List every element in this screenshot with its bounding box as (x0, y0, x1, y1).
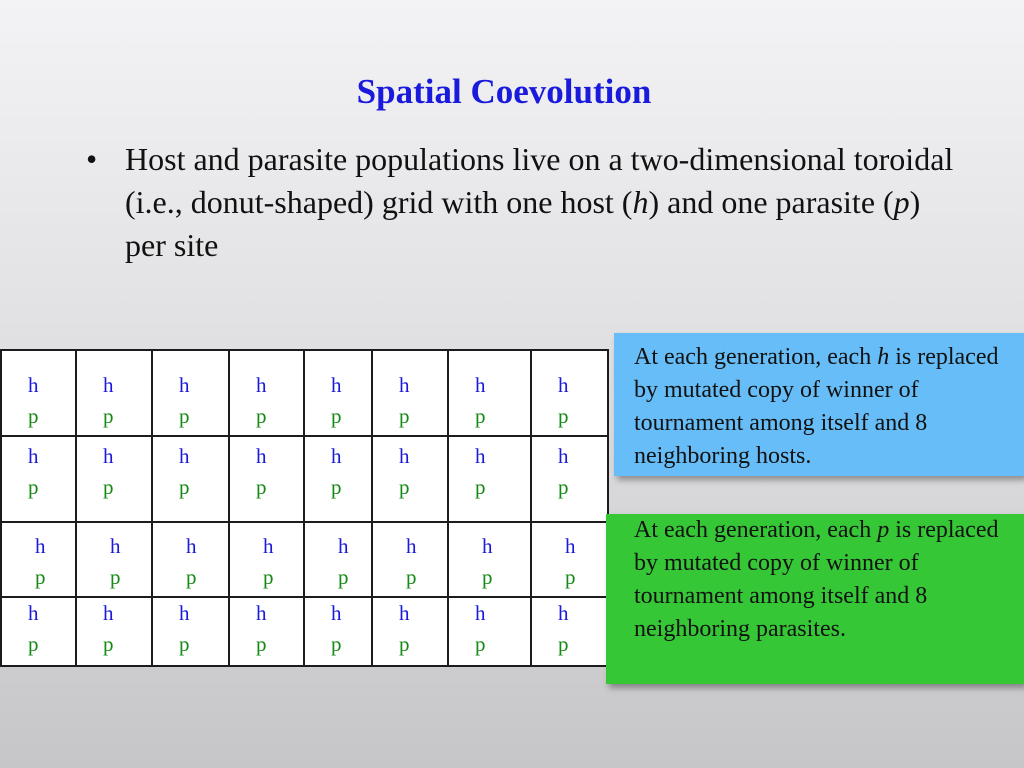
host-label: h (565, 534, 576, 558)
parasite-label: p (475, 632, 486, 656)
bullet-marker: • (86, 141, 98, 177)
grid-site (304, 436, 372, 522)
parasite-label: p (558, 632, 569, 656)
grid-site (372, 522, 448, 597)
grid-site (304, 522, 372, 597)
parasite-label: p (331, 404, 342, 428)
grid-site (531, 522, 608, 597)
parasite-label: p (179, 404, 190, 428)
bullet-text (125, 138, 966, 267)
grid-row (1, 350, 608, 436)
grid-site (76, 597, 152, 666)
host-label: h (331, 373, 342, 397)
parasite-label: p (565, 565, 576, 589)
grid-site (1, 522, 76, 597)
host-rule-suffix: is replaced by mutated copy of winner of tournament among itself and 8 neighboring hosts. (634, 344, 999, 469)
host-label: h (179, 373, 190, 397)
parasite-label: p (103, 404, 114, 428)
host-label: h (338, 534, 349, 558)
parasite-label: p (399, 475, 410, 499)
host-label: h (406, 534, 417, 558)
grid-site (304, 597, 372, 666)
grid-site (304, 350, 372, 436)
grid-site (152, 597, 229, 666)
host-label: h (28, 444, 39, 468)
grid-site (372, 436, 448, 522)
host-label: h (28, 373, 39, 397)
parasite-rule-prefix: At each generation, each (634, 517, 878, 543)
parasite-label: p (331, 632, 342, 656)
grid-site (372, 597, 448, 666)
grid-site (372, 350, 448, 436)
grid-site (229, 597, 304, 666)
parasite-label: p (256, 404, 267, 428)
slide-title: Spatial Coevolution (356, 72, 652, 111)
parasite-label: p (558, 404, 569, 428)
host-label: h (399, 444, 410, 468)
host-rule-prefix: At each generation, each (634, 344, 878, 370)
host-label: h (475, 444, 486, 468)
host-label: h (35, 534, 46, 558)
host-label: h (179, 444, 190, 468)
grid-site (152, 436, 229, 522)
grid-site (1, 350, 76, 436)
parasite-label: p (256, 632, 267, 656)
host-label: h (475, 373, 486, 397)
parasite-label: p (399, 404, 410, 428)
bullet-item (86, 138, 966, 267)
host-label: h (110, 534, 121, 558)
host-label: h (331, 601, 342, 625)
parasite-symbol: p (893, 184, 910, 220)
grid-row (1, 597, 608, 666)
bullet-text-part1: Host and parasite populations live on a two-dimensional toroidal (i.e., donut-shaped) grid with one host ( (125, 141, 954, 220)
host-label: h (256, 373, 267, 397)
host-label: h (399, 601, 410, 625)
parasite-label: p (558, 475, 569, 499)
parasite-label: p (35, 565, 46, 589)
parasite-label: p (179, 632, 190, 656)
host-label: h (331, 444, 342, 468)
host-label: h (28, 601, 39, 625)
grid-site (531, 597, 608, 666)
parasite-label: p (331, 475, 342, 499)
parasite-label: p (28, 475, 39, 499)
grid-row (1, 522, 608, 597)
host-label: h (103, 444, 114, 468)
host-symbol: h (632, 184, 649, 220)
grid-site (229, 350, 304, 436)
parasite-label: p (28, 632, 39, 656)
parasite-label: p (406, 565, 417, 589)
grid-site (448, 522, 531, 597)
host-label: h (179, 601, 190, 625)
host-label: h (482, 534, 493, 558)
grid-row (1, 436, 608, 522)
host-label: h (256, 601, 267, 625)
host-label: h (558, 444, 569, 468)
grid-site (448, 597, 531, 666)
grid-site (1, 436, 76, 522)
parasite-label: p (110, 565, 121, 589)
parasite-rule-symbol: p (877, 517, 890, 543)
parasite-label: p (482, 565, 493, 589)
parasite-label: p (399, 632, 410, 656)
grid-site (1, 597, 76, 666)
bullet-text-part3: ) per site (125, 184, 921, 263)
grid-site (531, 350, 608, 436)
grid-site (448, 436, 531, 522)
parasite-label: p (186, 565, 197, 589)
grid-site (76, 436, 152, 522)
host-label: h (103, 601, 114, 625)
host-label: h (103, 373, 114, 397)
grid-site (76, 522, 152, 597)
parasite-label: p (475, 404, 486, 428)
grid-site (152, 522, 229, 597)
parasite-label: p (28, 404, 39, 428)
host-label: h (399, 373, 410, 397)
host-label: h (558, 373, 569, 397)
bullet-text-part2: ) and one parasite ( (648, 184, 894, 220)
host-rule-box (614, 333, 1024, 476)
grid-site (76, 350, 152, 436)
parasite-label: p (475, 475, 486, 499)
parasite-label: p (103, 475, 114, 499)
host-label: h (475, 601, 486, 625)
grid-site (448, 350, 531, 436)
parasite-label: p (256, 475, 267, 499)
grid-site (229, 522, 304, 597)
parasite-label: p (263, 565, 274, 589)
host-label: h (558, 601, 569, 625)
toroidal-grid (0, 349, 609, 667)
host-rule-symbol: h (877, 344, 890, 370)
host-label: h (256, 444, 267, 468)
parasite-label: p (179, 475, 190, 499)
grid-site (152, 350, 229, 436)
host-label: h (263, 534, 274, 558)
grid-site (229, 436, 304, 522)
host-label: h (186, 534, 197, 558)
parasite-label: p (338, 565, 349, 589)
parasite-rule-box (606, 514, 1024, 684)
parasite-label: p (103, 632, 114, 656)
grid-site (531, 436, 608, 522)
parasite-rule-suffix: is replaced by mutated copy of winner of tournament among itself and 8 neighboring parasites. (634, 517, 999, 642)
